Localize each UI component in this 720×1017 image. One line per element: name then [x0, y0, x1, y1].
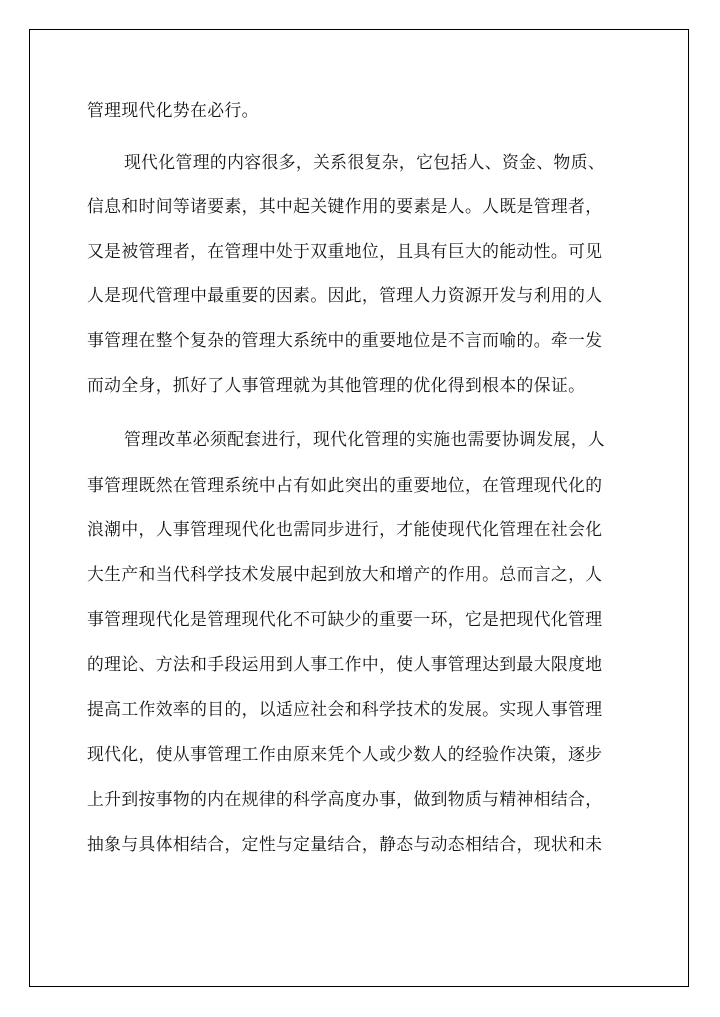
- text-line: 上升到按事物的内在规律的科学高度办事，做到物质与精神相结合，: [87, 789, 603, 809]
- paragraph-first-line: 管理改革必须配套进行，现代化管理的实施也需要协调发展，人: [124, 429, 606, 449]
- text-line: 的理论、方法和手段运用到人事工作中，使人事管理达到最大限度地: [87, 654, 603, 674]
- text-line: 浪潮中，人事管理现代化也需同步进行，才能使现代化管理在社会化: [87, 519, 603, 539]
- text-line: 事管理在整个复杂的管理大系统中的重要地位是不言而喻的。牵一发: [87, 330, 603, 350]
- text-line: 抽象与具体相结合，定性与定量结合，静态与动态相结合，现状和未: [87, 834, 603, 854]
- text-line: 事管理现代化是管理现代化不可缺少的重要一环，它是把现代化管理: [87, 609, 603, 629]
- text-line: 提高工作效率的目的，以适应社会和科学技术的发展。实现人事管理: [87, 699, 603, 719]
- text-line: 现代化，使从事管理工作由原来凭个人或少数人的经验作决策，逐步: [87, 744, 603, 764]
- text-line: 又是被管理者，在管理中处于双重地位，且具有巨大的能动性。可见: [87, 241, 603, 261]
- text-line: 事管理既然在管理系统中占有如此突出的重要地位，在管理现代化的: [87, 475, 603, 495]
- text-line: 信息和时间等诸要素，其中起关键作用的要素是人。人既是管理者，: [87, 196, 603, 216]
- paragraph-first-line: 现代化管理的内容很多，关系很复杂，它包括人、资金、物质、: [124, 152, 606, 172]
- text-line: 大生产和当代科学技术发展中起到放大和增产的作用。总而言之，人: [87, 564, 603, 584]
- text-line: 人是现代管理中最重要的因素。因此，管理人力资源开发与利用的人: [87, 285, 603, 305]
- text-line: 而动全身，抓好了人事管理就为其他管理的优化得到根本的保证。: [87, 375, 586, 395]
- text-line: 管理现代化势在必行。: [87, 100, 259, 120]
